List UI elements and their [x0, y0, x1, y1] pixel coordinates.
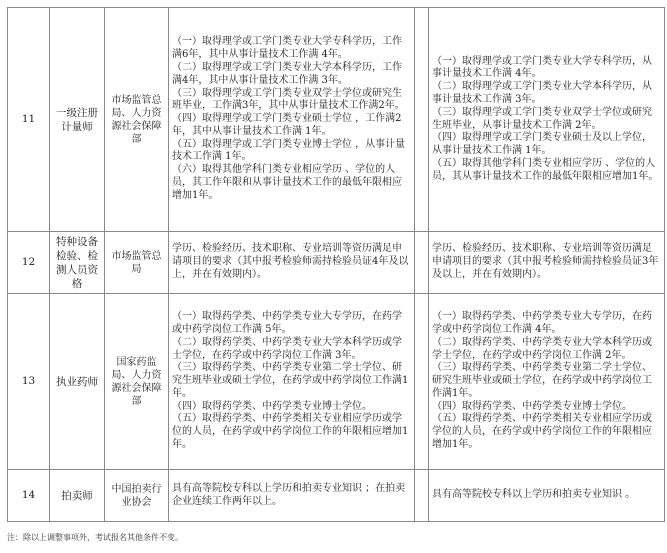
requirement-item: （一）取得药学类、中药学类专业大专学历，在药学或中药学岗位工作满 4年。 — [432, 311, 652, 335]
table-row — [8, 294, 665, 470]
original-requirements — [169, 8, 415, 232]
requirement-item: （三）取得药学类、中药学类专业第二学士学位、研究生班毕业或硕士学位，在药学或中药学岗位工作满1年。 — [432, 362, 652, 399]
adjusted-requirements — [429, 470, 665, 522]
requirement-item: （四）取得药学类、中药学类专业博士学位。 — [432, 400, 632, 412]
department: 市场监管总局、人力资源社会保障部 — [105, 8, 169, 232]
spacer-cell — [415, 8, 429, 232]
adjusted-requirements — [429, 232, 665, 294]
requirement-item: （二）取得药学类、中药学类专业大学本科学历或学士学位，在药学或中药学岗位工作满 2年。 — [432, 336, 652, 361]
requirement-item: （三）取得理学或工学门类专业双学士学位或研究生班毕业，工作满3年，其中从事计量技术工作满2年。 — [172, 87, 405, 112]
requirement-item: （二）取得药学类、中药学类专业大学本科学历或学士学位，在药学或中药学岗位工作满 3年。 — [172, 336, 402, 361]
department: 国家药监局、人力资源社会保障部 — [105, 294, 169, 470]
requirement-item: （五）取得理学或工学门类专业博士学位 ，从事计量技术工作满 1年。 — [172, 138, 406, 163]
requirement-item: （六）取得其他学科门类专业相应学历 、学位的人员，其工作年限和从事计量技术工作的最低年限相应增加1年。 — [172, 164, 402, 201]
requirement-item: （五）取得药学类、中药学类相关专业相应学历或学位的人员，在药学或中药学岗位工作的年限相应增加1年。 — [432, 413, 652, 451]
spacer-cell — [415, 232, 429, 294]
row-number: 13 — [8, 294, 50, 470]
qualification-title: 执业药师 — [50, 294, 105, 470]
requirement-item: 具有高等院校专科以上学历和拍卖专业知识 。 — [432, 489, 636, 501]
row-number: 11 — [8, 8, 50, 232]
requirement-item: 学历、检验经历、技术职称、专业培训等资历满足申请项目的要求（其中报考检验师需持检验员证3年及以上，并在有效期内）。 — [432, 243, 659, 280]
requirement-item: （四）取得药学类、中药学类专业博士学位。 — [172, 400, 372, 412]
qualification-title: 拍卖师 — [50, 470, 105, 522]
table-row — [8, 232, 665, 294]
department: 市场监管总局 — [105, 232, 169, 294]
requirement-item: （一）取得理学或工学门类专业大学专科学历，工作满6年，其中从事计量技术工作满 4年。 — [172, 36, 402, 61]
requirement-item: （三）取得药学类、中药学类专业第二学士学位、研究生班毕业或硕士学位，在药学或中药学岗位工作满1年。 — [172, 362, 409, 399]
requirement-item: （三）取得理学或工学门类专业双学士学位或研究生班毕业，从事计量技术工作满 2年。 — [432, 106, 652, 131]
spacer-cell — [415, 294, 429, 470]
footnote: 注：除以上调整事项外，考试报名其他条件不变。 — [7, 533, 183, 542]
adjusted-requirements — [429, 8, 665, 232]
original-requirements — [169, 470, 415, 522]
row-number: 14 — [8, 470, 50, 522]
requirement-item: （四）取得理学或工学门类专业硕士学位 ，工作满2年，其中从事计量技术工作满 1年。 — [172, 113, 402, 137]
table-row — [8, 470, 665, 522]
adjusted-requirements — [429, 294, 665, 470]
requirement-item: （五）取得其他学科门类专业相应学历 、学位的人员，其从事计量技术工作的最低年限相应增加1年。 — [432, 157, 659, 182]
table-row — [8, 8, 665, 232]
requirement-item: （二）取得理学或工学门类专业大学本科学历，从事计量技术工作满 3年。 — [432, 81, 652, 105]
qualification-title: 一级注册计量师 — [50, 8, 105, 232]
qualification-table — [7, 7, 665, 522]
department: 中国拍卖行业协会 — [105, 470, 169, 522]
requirement-item: （四）取得理学或工学门类专业硕士及以上学位，从事计量技术工作满 1年。 — [432, 132, 652, 157]
requirement-item: （一）取得理学或工学门类专业大学专科学历，从事计量技术工作满 4年。 — [432, 55, 652, 80]
requirement-item: （二）取得理学或工学门类专业大学本科学历，工作满4年，其中从事计量技术工作满 3年。 — [172, 61, 402, 86]
requirement-item: 具有高等院校专科以上学历和拍卖专业知识 ；在拍卖企业连续工作两年以上。 — [172, 482, 406, 507]
requirement-item: （一）取得药学类、中药学类专业大专学历，在药学或中药学岗位工作满 5年。 — [172, 311, 402, 335]
original-requirements — [169, 232, 415, 294]
requirement-item: 学历、检验经历、技术职称、专业培训等资历满足申请项目的要求（其中报考检验师需持检验员证4年及以上，并在有效期内）。 — [172, 243, 409, 280]
requirement-item: （五）取得药学类、中药学类相关专业相应学历或学位的人员，在药学或中药学岗位工作的年限相应增加1年。 — [172, 413, 409, 451]
spacer-cell — [415, 470, 429, 522]
row-number: 12 — [8, 232, 50, 294]
original-requirements — [169, 294, 415, 470]
qualification-title: 特种设备检验、检测人员资格 — [50, 232, 105, 294]
